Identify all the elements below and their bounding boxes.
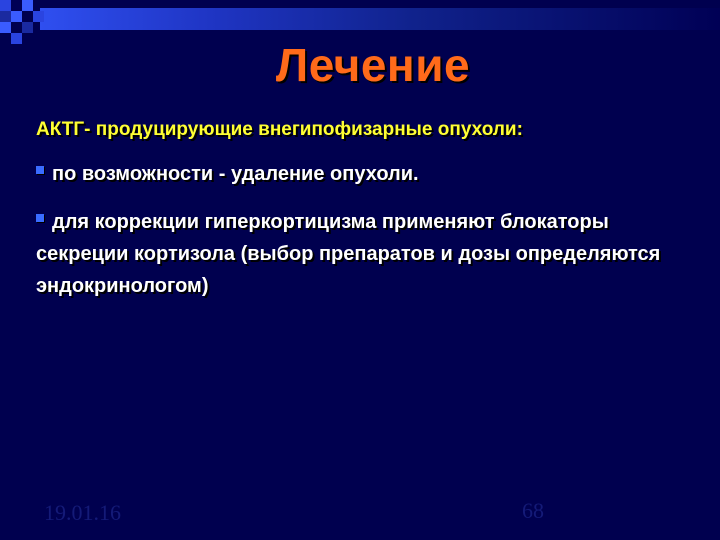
decor-square	[0, 11, 11, 22]
intro-text: АКТГ- продуцирующие внегипофизарные опухоли:	[36, 119, 523, 140]
decor-square	[11, 0, 22, 11]
bullet-text: для коррекции гиперкортицизма применяют блокаторы секреции кортизола (выбор препаратов и дозы определяются эндокринологом)	[36, 211, 661, 297]
decor-square	[0, 0, 11, 11]
decor-square	[33, 11, 44, 22]
decor-square	[0, 22, 11, 33]
page-number: 68	[522, 498, 544, 523]
bullet-text: по возможности - удаление опухоли.	[52, 163, 419, 185]
footer-date: 19.01.16	[44, 500, 121, 525]
bullet-square-icon	[36, 214, 44, 222]
slide-title: Лечение	[275, 39, 471, 91]
decor-square	[22, 0, 33, 11]
bullet-item	[36, 158, 696, 190]
slide-content	[36, 114, 696, 318]
decor-square	[11, 11, 22, 22]
decorative-header-bar	[0, 0, 720, 34]
bullet-square-icon	[36, 166, 44, 174]
gradient-strip	[40, 8, 720, 30]
bullet-item	[36, 206, 696, 302]
decor-square	[22, 22, 33, 33]
